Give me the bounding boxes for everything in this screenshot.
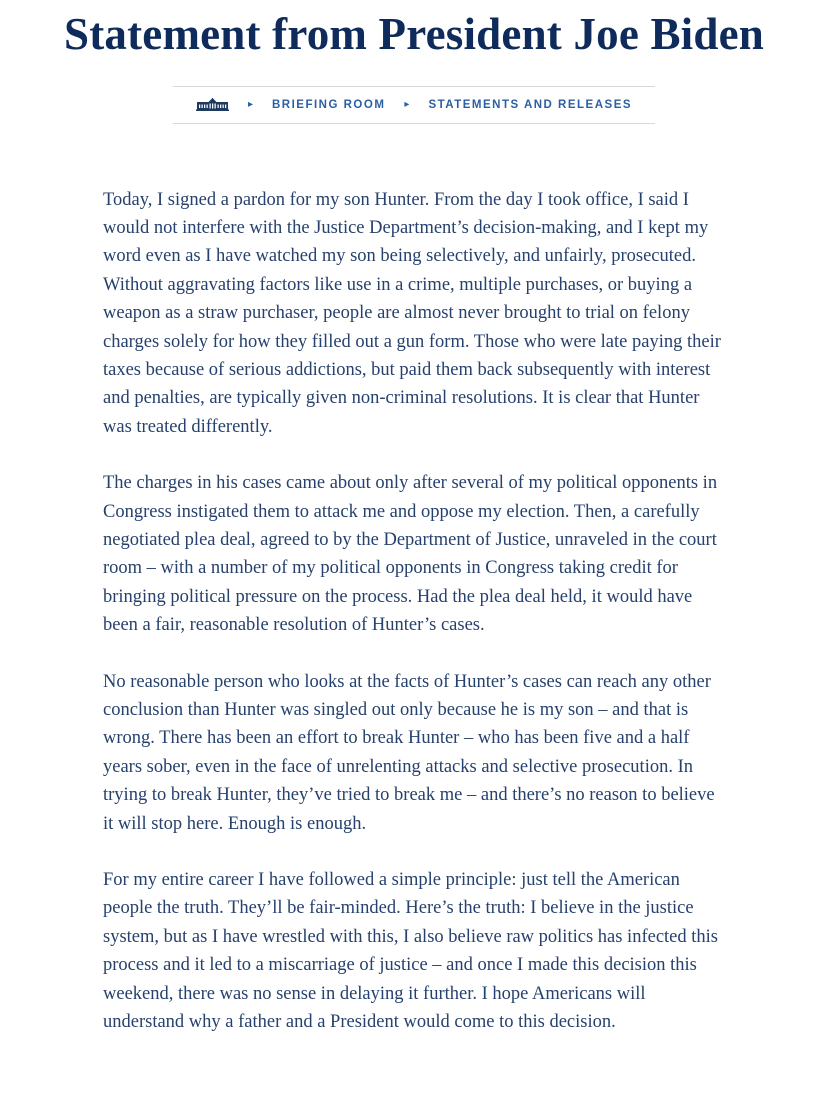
breadcrumb-chevron-icon: ▸ bbox=[247, 98, 253, 110]
statement-paragraph-4: For my entire career I have followed a simple principle: just tell the American people the truth. They’ll be fair-minded. Here’s the truth: I believe in the justice system, but as I have wrestled with this, I also believe raw politics has infected this process and it led to a miscarriage of justice – and once I made this decision this weekend, there was no sense in delaying it further. I hope Americans will understand why a father and a President would come to this decision. bbox=[103, 870, 718, 1033]
breadcrumb bbox=[173, 86, 655, 124]
breadcrumb-briefing-room-link[interactable]: BRIEFING ROOM bbox=[271, 98, 386, 111]
statement-paragraph-2: The charges in his cases came about only after several of my political opponents in Congress instigated them to attack me and oppose my election. Then, a carefully negotiated plea deal, agreed to by the Department of Justice, unraveled in the court room – with a number of my political opponents in Congress taking credit for bringing political pressure on the process. Had the plea deal held, it would have been a fair, reasonable resolution of Hunter’s cases. bbox=[103, 473, 718, 636]
whitehouse-home-link[interactable] bbox=[196, 98, 229, 112]
statement-body bbox=[103, 186, 725, 1037]
whitehouse-logo-icon bbox=[196, 98, 229, 112]
breadcrumb-statements-and-releases-link[interactable]: STATEMENTS AND RELEASES bbox=[428, 98, 633, 111]
breadcrumb-chevron-icon: ▸ bbox=[404, 98, 410, 110]
statement-paragraph-1: Today, I signed a pardon for my son Hunter. From the day I took office, I said I would not interfere with the Justice Department’s decision-making, and I kept my word even as I have watched my son being selectively, and unfairly, prosecuted. Without aggravating factors like use in a crime, multiple purchases, or buying a weapon as a straw purchaser, people are almost never brought to trial on felony charges solely for how they filled out a gun form. Those who were late paying their taxes because of serious addictions, but paid them back subsequently with interest and penalties, are typically given non-criminal resolutions. It is clear that Hunter was treated differently. bbox=[103, 189, 721, 437]
page-title: Statement from President Joe Biden bbox=[63, 9, 765, 59]
statement-paragraph-3: No reasonable person who looks at the facts of Hunter’s cases can reach any other conclusion than Hunter was singled out only because he is my son – and that is wrong. There has been an effort to break Hunter – who has been five and a half years sober, even in the face of unrelenting attacks and selective prosecution. In trying to break Hunter, they’ve tried to break me – and there’s no reason to believe it will stop here. Enough is enough. bbox=[103, 671, 715, 834]
